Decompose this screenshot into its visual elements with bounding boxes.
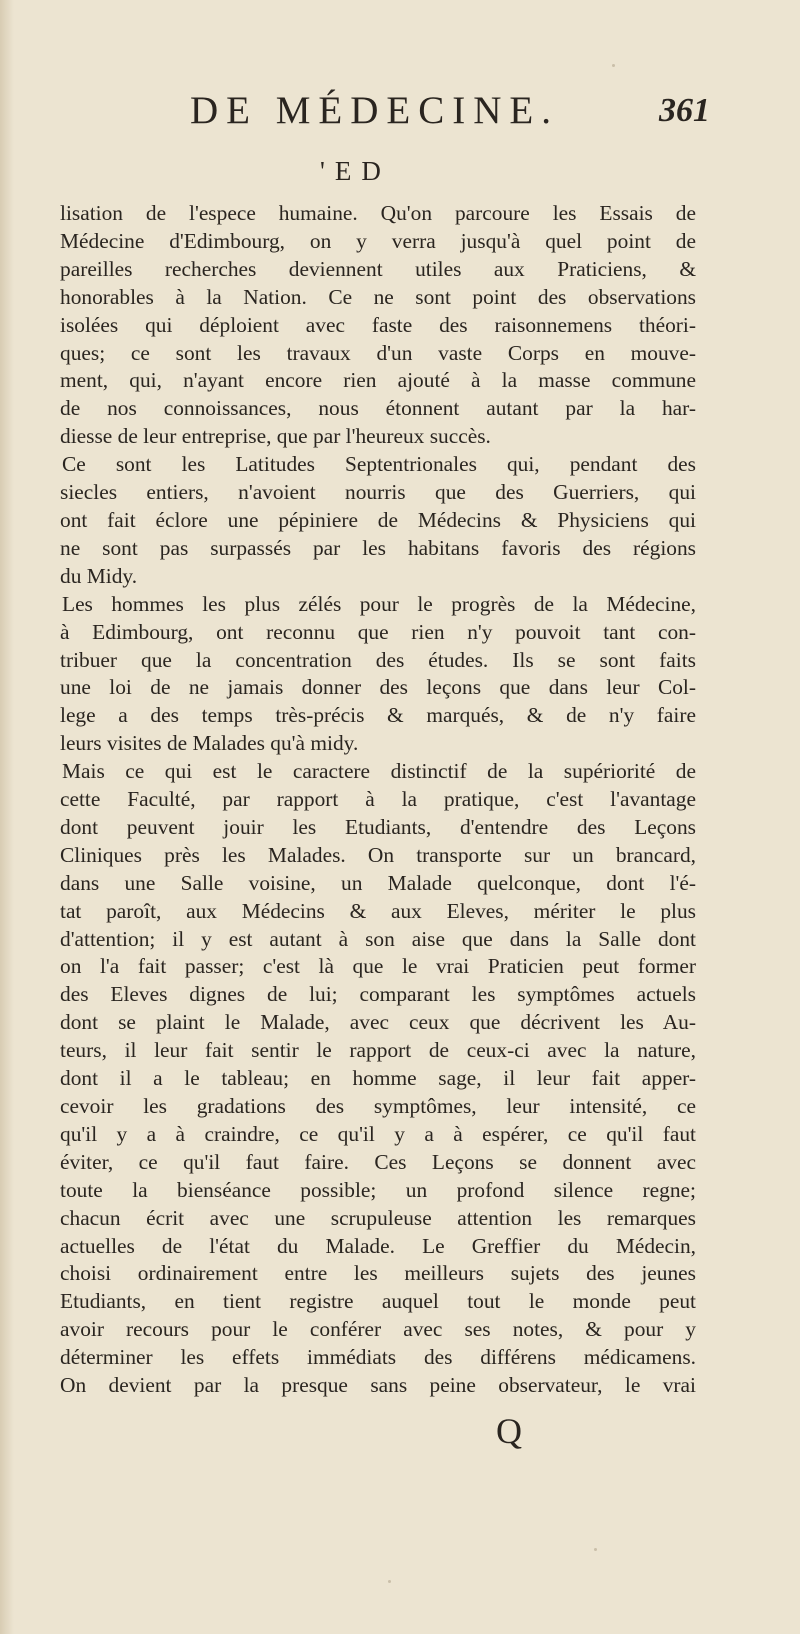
text-line: ne sont pas surpassés par les habitans favoris des régions [60, 535, 696, 560]
text-line: on l'a fait passer; c'est là que le vrai Praticien peut former [60, 954, 696, 979]
text-line: tat paroît, aux Médecins & aux Eleves, mériter le plus [60, 898, 696, 923]
text-line: ont fait éclore une pépiniere de Médecins & Physiciens qui [60, 507, 696, 532]
text-line: dont peuvent jouir les Etudiants, d'entendre des Leçons [60, 814, 696, 839]
text-line: isolées qui déploient avec faste des raisonnemens théori- [60, 312, 696, 337]
text-line: dont se plaint le Malade, avec ceux que décrivent les Au- [60, 1010, 696, 1035]
text-line: pareilles recherches deviennent utiles aux Praticiens, & [60, 256, 696, 281]
paper-speck [612, 64, 615, 67]
text-line: ques; ce sont les travaux d'un vaste Corps en mouve- [60, 340, 696, 365]
page-edge-shadow [0, 0, 14, 1634]
signature-mark: 'ED [320, 156, 391, 186]
text-line: déterminer les effets immédiats des différens médicamens. [60, 1345, 696, 1370]
text-line: leurs visites de Malades qu'à midy. [60, 731, 359, 756]
running-head-title: DE MÉDECINE. [190, 89, 559, 132]
paper-speck [388, 1580, 391, 1583]
text-line: lisation de l'espece humaine. Qu'on parcoure les Essais de [60, 201, 696, 225]
text-line: siecles entiers, n'avoient nourris que des Guerriers, qui [60, 480, 696, 505]
text-line: Médecine d'Edimbourg, on y verra jusqu'à quel point de [60, 228, 696, 253]
text-line: avoir recours pour le conférer avec ses notes, & pour y [60, 1317, 696, 1342]
text-line: Les hommes les plus zélés pour le progrès de la Médecine, [62, 591, 696, 616]
text-line: cevoir les gradations des symptômes, leur intensité, ce [60, 1094, 696, 1118]
text-line: d'attention; il y est autant à son aise que dans la Salle dont [60, 926, 696, 951]
text-line: Ce sont les Latitudes Septentrionales qui, pendant des [62, 452, 696, 477]
text-line: qu'il y a à craindre, ce qu'il y a à espérer, ce qu'il faut [60, 1121, 696, 1146]
body-text [60, 200, 696, 1400]
text-line: Mais ce qui est le caractere distinctif de la supériorité de [62, 759, 696, 784]
text-line: des Eleves dignes de lui; comparant les symptômes actuels [60, 982, 696, 1007]
page-number: 361 [659, 92, 710, 129]
text-line: actuelles de l'état du Malade. Le Greffier du Médecin, [60, 1233, 696, 1258]
text-line: chacun écrit avec une scrupuleuse attention les remarques [60, 1205, 696, 1230]
catchword: Q [496, 1411, 522, 1451]
text-line: On devient par la presque sans peine observateur, le vrai [60, 1373, 696, 1398]
text-line: toute la bienséance possible; un profond silence regne; [60, 1177, 696, 1202]
text-line: ment, qui, n'ayant encore rien ajouté à la masse commune [60, 368, 696, 393]
paper-speck [594, 1548, 597, 1551]
text-line: Cliniques près les Malades. On transporte sur un brancard, [60, 842, 696, 867]
text-line: tribuer que la concentration des études. Ils se sont faits [60, 647, 696, 672]
text-line: diesse de leur entreprise, que par l'heureux succès. [60, 424, 491, 449]
text-line: à Edimbourg, ont reconnu que rien n'y pouvoit tant con- [60, 619, 696, 644]
text-line: teurs, il leur fait sentir le rapport de ceux-ci avec la nature, [60, 1038, 696, 1063]
text-line: éviter, ce qu'il faut faire. Ces Leçons se donnent avec [60, 1149, 696, 1174]
text-line: une loi de ne jamais donner des leçons que dans leur Col- [60, 675, 696, 700]
text-line: de nos connoissances, nous étonnent autant par la har- [60, 396, 696, 421]
text-line: cette Faculté, par rapport à la pratique, c'est l'avantage [60, 787, 696, 812]
text-line: du Midy. [60, 563, 138, 588]
text-line: honorables à la Nation. Ce ne sont point des observations [60, 284, 696, 309]
text-line: Etudiants, en tient registre auquel tout le monde peut [60, 1289, 696, 1314]
text-line: choisi ordinairement entre les meilleurs sujets des jeunes [60, 1261, 696, 1286]
text-line: dont il a le tableau; en homme sage, il leur fait apper- [60, 1066, 696, 1091]
running-head [190, 88, 710, 138]
text-line: lege a des temps très-précis & marqués, & de n'y faire [60, 703, 696, 728]
text-line: dans une Salle voisine, un Malade quelconque, dont l'é- [60, 870, 696, 895]
